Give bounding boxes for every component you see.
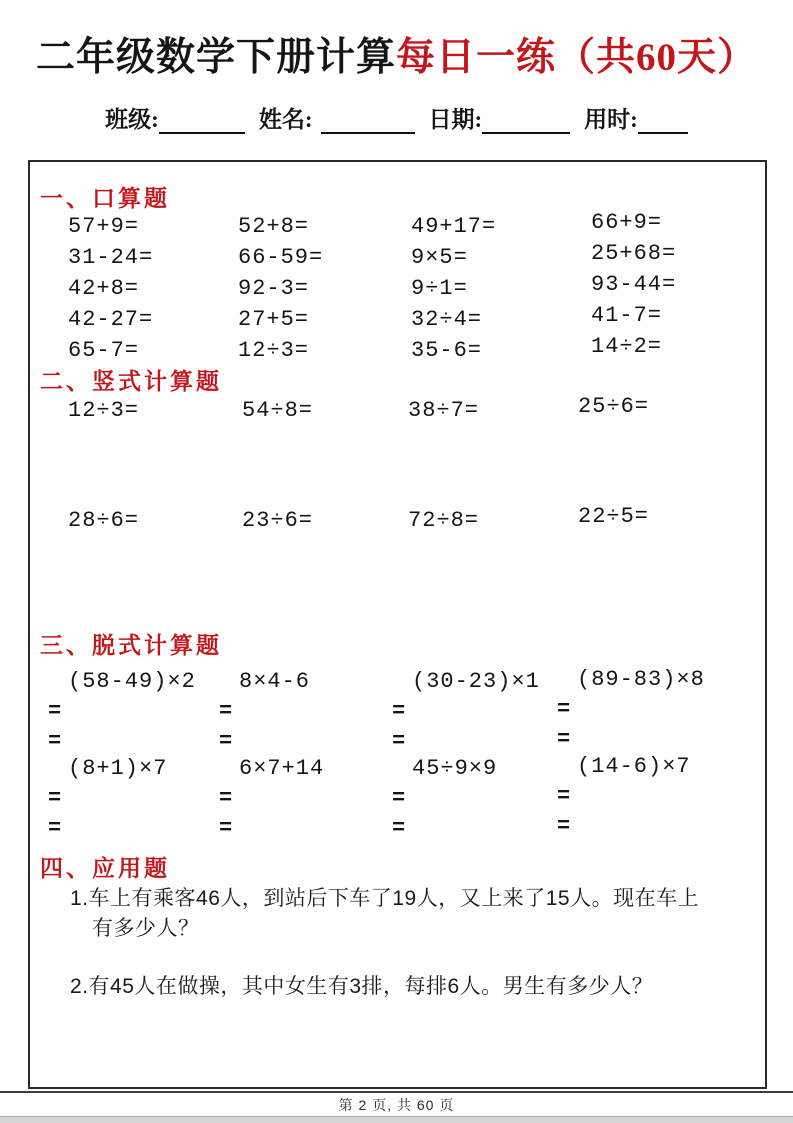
- time-blank-line: [638, 112, 688, 134]
- math-problem: 93-44=: [591, 272, 677, 297]
- equals-line: =: [48, 786, 62, 811]
- math-problem: 42-27=: [68, 307, 154, 332]
- worksheet-box: [28, 160, 767, 1089]
- equals-line: =: [392, 699, 406, 724]
- equals-line: =: [48, 699, 62, 724]
- math-problem: 23÷6=: [242, 508, 314, 533]
- section-oral-problems: [30, 211, 765, 366]
- equals-line: =: [392, 816, 406, 841]
- page-title: [0, 26, 793, 82]
- stepwise-problem: [557, 665, 765, 755]
- name-label: 姓名:: [258, 107, 313, 132]
- class-blank-line: [159, 112, 245, 134]
- math-expression: (89-83)×8: [577, 667, 705, 692]
- math-problem: 66+9=: [591, 210, 663, 235]
- math-problem: 12÷3=: [68, 398, 140, 423]
- page-number: 第 2 页, 共 60 页: [338, 1097, 455, 1113]
- section-vertical-row2: [30, 506, 765, 536]
- math-expression: (58-49)×2: [68, 669, 196, 694]
- math-problem: 22÷5=: [578, 504, 650, 529]
- date-field: [429, 101, 571, 134]
- stepwise-problem: [48, 754, 219, 844]
- math-expression: 45÷9×9: [412, 756, 498, 781]
- math-expression: 8×4-6: [239, 669, 311, 694]
- section-stepwise-group2: [30, 754, 765, 844]
- stepwise-problem: [392, 754, 557, 844]
- math-problem: 54÷8=: [242, 398, 314, 423]
- math-expression: (30-23)×1: [412, 669, 540, 694]
- name-field: [259, 101, 415, 134]
- equals-line: =: [557, 814, 571, 839]
- math-problem: 38÷7=: [408, 398, 480, 423]
- math-problem: 52+8=: [238, 214, 310, 239]
- stepwise-problem: [219, 754, 392, 844]
- math-problem: 66-59=: [238, 245, 324, 270]
- equals-line: =: [219, 699, 233, 724]
- math-expression: (14-6)×7: [577, 754, 691, 779]
- section-vertical-row1: [30, 396, 765, 426]
- equals-line: =: [219, 729, 233, 754]
- time-label: 用时:: [584, 107, 638, 132]
- math-problem: 25+68=: [591, 241, 677, 266]
- math-problem: 92-3=: [238, 276, 310, 301]
- equals-line: =: [557, 697, 571, 722]
- math-expression: 6×7+14: [239, 756, 325, 781]
- math-problem: 9÷1=: [411, 276, 468, 301]
- math-problem: 25÷6=: [578, 394, 650, 419]
- equals-line: =: [557, 727, 571, 752]
- stepwise-problem: [48, 667, 219, 757]
- time-field: [584, 101, 688, 134]
- equals-line: =: [392, 729, 406, 754]
- date-blank-line: [482, 112, 570, 134]
- word-problem-1: 1.车上有乘客46人，到站后下车了19人，又上来了15人。现在车上有多少人？: [70, 887, 700, 940]
- equals-line: =: [557, 784, 571, 809]
- math-problem: 41-7=: [591, 303, 663, 328]
- math-problem: 72÷8=: [408, 508, 480, 533]
- math-problem: 27+5=: [238, 307, 310, 332]
- section-stepwise-group1: [30, 667, 765, 757]
- page-title-badge: 每日一练（共60天）: [396, 36, 758, 79]
- math-problem: 49+17=: [411, 214, 497, 239]
- section-vertical-heading: 二、竖式计算题: [40, 368, 222, 394]
- section-oral-heading: 一、口算题: [40, 185, 170, 211]
- equals-line: =: [219, 786, 233, 811]
- class-label: 班级:: [105, 107, 159, 132]
- section-stepwise-heading: 三、脱式计算题: [40, 632, 222, 658]
- student-info-row: [0, 101, 793, 134]
- section-word-heading: 四、应用题: [40, 855, 170, 881]
- name-blank-line: [321, 112, 415, 134]
- date-label: 日期:: [428, 107, 483, 132]
- word-problem-2: 2.有45人在做操，其中女生有3排，每排6人。男生有多少人？: [70, 975, 654, 998]
- equals-line: =: [48, 729, 62, 754]
- math-problem: 42+8=: [68, 276, 140, 301]
- math-problem: 9×5=: [411, 245, 468, 270]
- stepwise-problem: [557, 752, 765, 842]
- stepwise-problem: [392, 667, 557, 757]
- math-expression: (8+1)×7: [68, 756, 168, 781]
- math-problem: 28÷6=: [68, 508, 140, 533]
- math-problem: 12÷3=: [238, 338, 310, 363]
- math-problem: 35-6=: [411, 338, 483, 363]
- math-problem: 32÷4=: [411, 307, 483, 332]
- math-problem: 57+9=: [68, 214, 140, 239]
- equals-line: =: [48, 816, 62, 841]
- equals-line: =: [219, 816, 233, 841]
- math-problem: 31-24=: [68, 245, 154, 270]
- footer-divider: [0, 1091, 793, 1093]
- class-field: [105, 101, 245, 134]
- page-title-main: 二年级数学下册计算: [35, 36, 396, 79]
- equals-line: =: [392, 786, 406, 811]
- math-problem: 65-7=: [68, 338, 140, 363]
- stepwise-problem: [219, 667, 392, 757]
- math-problem: 14÷2=: [591, 334, 663, 359]
